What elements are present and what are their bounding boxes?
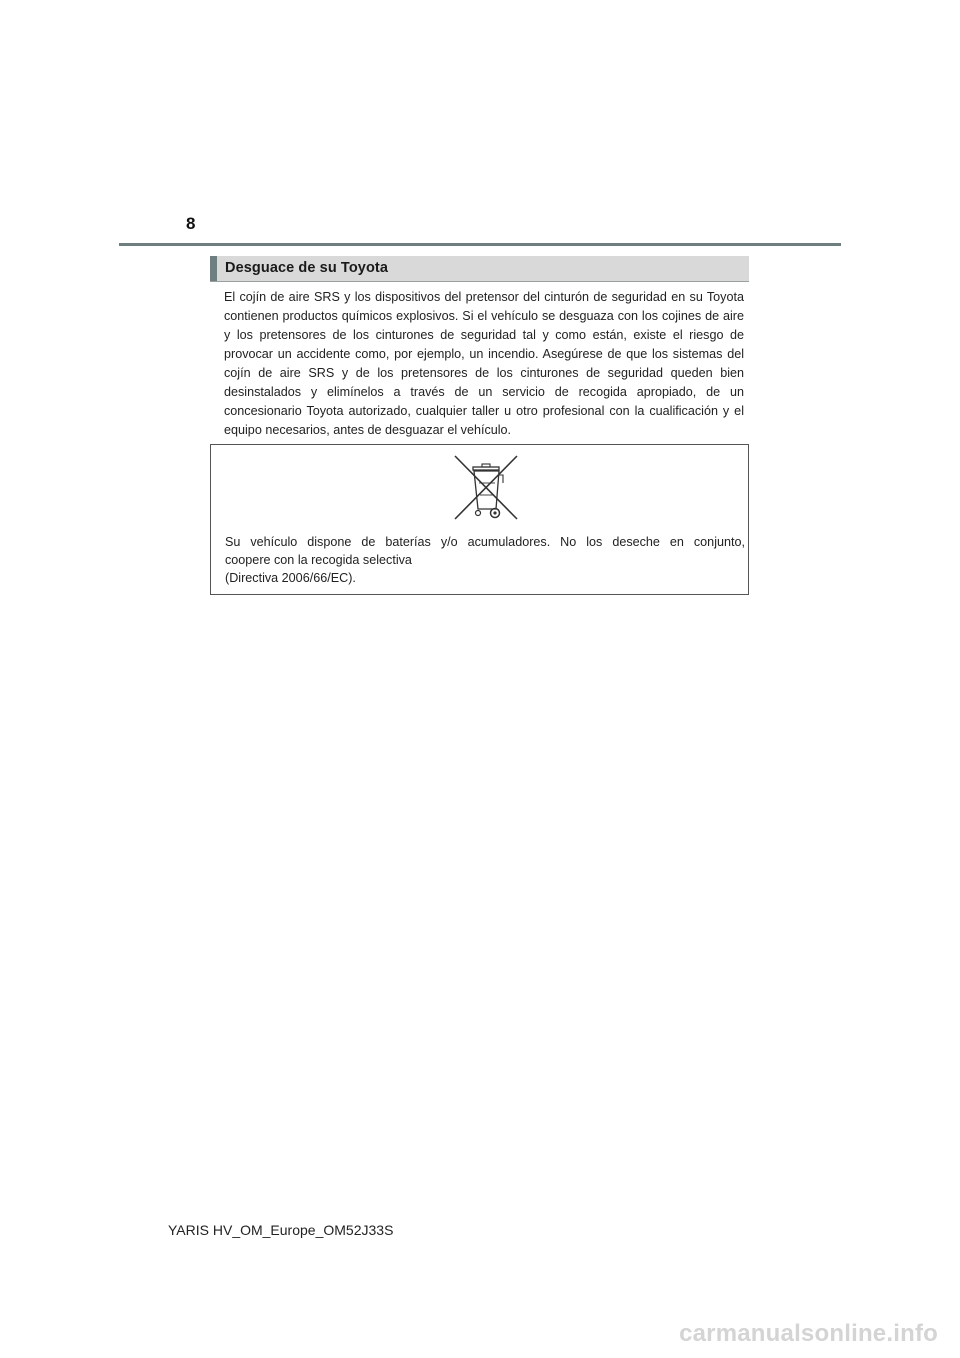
- notice-text: [225, 533, 745, 587]
- battery-disposal-notice: [210, 444, 749, 595]
- crossed-out-wheelie-bin-icon: [451, 453, 521, 523]
- site-watermark: carmanualsonline.info: [679, 1320, 938, 1347]
- section-underline: [210, 281, 749, 282]
- notice-line-2: coopere con la recogida selectiva: [225, 553, 412, 567]
- section-header: [210, 256, 749, 282]
- section-accent-bar: [210, 256, 217, 282]
- notice-line-3: (Directiva 2006/66/EC).: [225, 571, 356, 585]
- page-number: 8: [186, 214, 196, 233]
- section-title: Desguace de su Toyota: [225, 260, 388, 276]
- section-body-text: El cojín de aire SRS y los dispositivos del pretensor del cinturón de seguridad en su Toyota contienen productos químicos explosivos. Si el vehículo se desguaza con los cojines de aire y los pretensores de los cinturones de seguridad tal y como están, existe el riesgo de provocar un accidente como, por ejemplo, un incendio. Asegúrese de que los sistemas del cojín de aire SRS y de los pretensores de los cinturones de seguridad queden bien desinstalados y elimínelos a través de un servicio de recogida apropiado, de un concesionario Toyota autorizado, cualquier taller u otro profesional con la cualificación y el equipo necesarios, antes de desguazar el vehículo.: [224, 290, 744, 437]
- notice-line-1: Su vehículo dispone de baterías y/o acumuladores. No los deseche en conjunto,: [225, 535, 745, 549]
- document-id-footer: YARIS HV_OM_Europe_OM52J33S: [168, 1222, 394, 1238]
- header-divider: [119, 243, 841, 246]
